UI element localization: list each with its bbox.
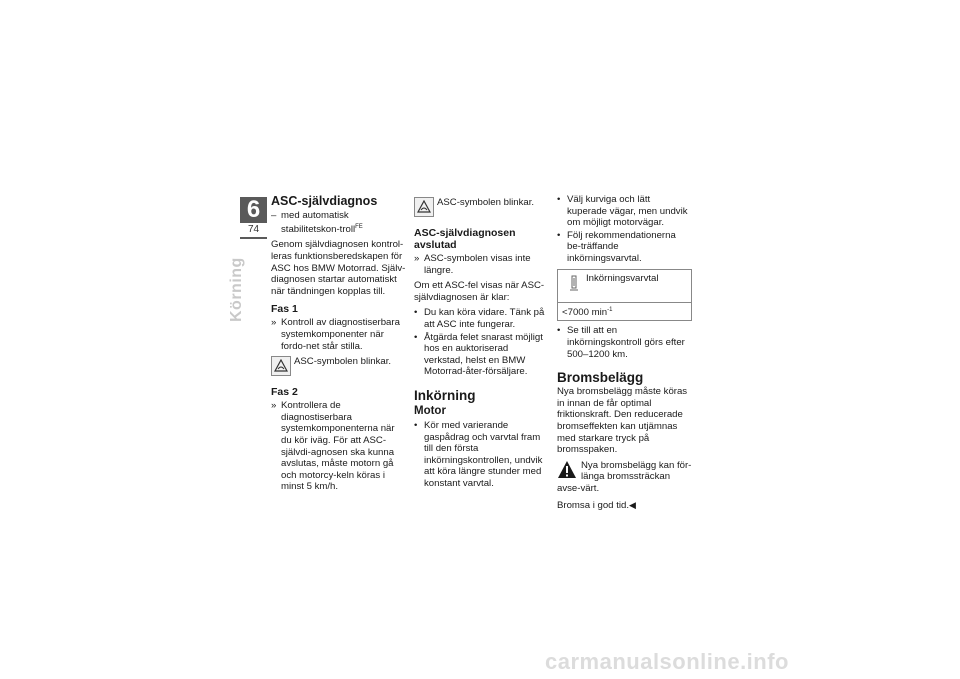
column-3: [557, 194, 692, 516]
fault-bullet-text: Du kan köra vidare. Tänk på att ASC inte fungerar.: [424, 307, 545, 330]
brake-warning: [557, 460, 692, 495]
fas2-list: [271, 400, 406, 493]
fas1-note: [271, 356, 406, 380]
fault-list: [414, 307, 549, 378]
asc-warning-icon: [271, 356, 291, 376]
asc-warning-icon: [414, 197, 434, 217]
rpm-table: [557, 269, 692, 322]
list-item: [271, 210, 406, 235]
heading-diagnosis-done: ASC-självdiagnosen avslutad: [414, 227, 516, 251]
dash-list: [271, 210, 406, 235]
col2-note-text: ASC-symbolen blinkar.: [437, 197, 535, 208]
brake-paragraph: Nya bromsbelägg måste köras in innan de får optimal friktionskraft. Den reducerade bromseffekten kan utjämnas med starkare tryck på bromsspaken.: [557, 386, 688, 456]
page-number: 74: [240, 223, 267, 237]
column-2: [414, 194, 549, 494]
list-item: [271, 400, 406, 493]
list-item: [557, 325, 692, 360]
arrow-marker: »: [414, 253, 420, 264]
bullet-marker: •: [557, 229, 561, 241]
bullet-marker: •: [414, 331, 418, 343]
road-bullet-text: Följ rekommendationerna be-träffande inkörningsvarvtal.: [567, 229, 676, 264]
warning-triangle-icon: [557, 460, 577, 480]
bullet-marker: •: [557, 194, 561, 205]
chapter-side-label: Körning: [228, 257, 245, 322]
motor-bullet-text: Kör med varierande gaspådrag och varvtal fram till den första inkörningskontrollen, undvik att köra längre stunder med konstant varvtal.: [424, 419, 543, 489]
heading-asc-diagnosis: ASC-självdiagnos: [271, 194, 378, 208]
heading-inkorning: Inkörning: [414, 387, 476, 403]
bullet-marker: •: [414, 307, 418, 319]
fas1-item-text: Kontroll av diagnostiserbara systemkomponenter när fordo-net står stilla.: [281, 317, 400, 352]
closing-line: [557, 500, 692, 512]
fas2-item-text: Kontrollera de diagnostiserbara systemkomponenterna när du kör iväg. För att ASC-självdi-agnosen ska kunna avslutas, måste motorn gå och motorcy-keln köras i minst 5 km/h.: [281, 400, 395, 493]
column-1: [271, 194, 406, 497]
motor-list: [414, 420, 549, 490]
intro-paragraph: Genom självdiagnosen kontrol-leras funktionsberedskapen för ASC hos BMW Motorrad. Själv-diagnosen startar automatiskt när tändningen kopplas till.: [271, 239, 406, 297]
list-item: [414, 253, 549, 276]
road-bullet-text: Välj kurviga och lätt kuperade vägar, men undvik om möjligt motorvägar.: [567, 194, 688, 229]
col2-note: [414, 197, 549, 221]
watermark: carmanualsonline.info: [545, 649, 789, 674]
rpm-unit-superscript: -1: [607, 306, 613, 313]
arrow-marker: »: [271, 317, 277, 329]
rpm-table-value: <7000 min: [562, 306, 608, 318]
end-mark-icon: ◀: [629, 500, 636, 511]
list-item: [414, 420, 549, 490]
list-item: [557, 230, 692, 265]
end-list: [414, 253, 549, 276]
dash-item-text: med automatisk stabilitetskon-troll: [281, 210, 356, 235]
rpm-table-value-row: [558, 303, 691, 321]
end-item-text: ASC-symbolen visas inte längre.: [424, 253, 531, 276]
road-list: [557, 194, 692, 265]
heading-fas2: Fas 2: [271, 386, 298, 399]
list-item: [271, 317, 406, 352]
fas1-list: [271, 317, 406, 352]
dash-marker: –: [271, 210, 277, 221]
heading-fas1: Fas 1: [271, 303, 298, 316]
list-item: [414, 332, 549, 378]
brake-warning-text: Nya bromsbelägg kan för-länga bromssträckan avse-värt.: [557, 459, 692, 494]
bullet-marker: •: [414, 419, 418, 431]
rpm-table-label: Inkörningsvarvtal: [586, 272, 659, 284]
rpm-table-header: [558, 270, 691, 303]
closing-text: Bromsa i god tid.: [557, 500, 629, 512]
chapter-tab: [240, 197, 267, 239]
arrow-marker: »: [271, 400, 277, 412]
fe-superscript: FE: [355, 223, 363, 230]
inspection-bullet-text: Se till att en inkörningskontroll görs efter 500–1200 km.: [567, 325, 685, 360]
tachometer-icon: [567, 274, 581, 296]
chapter-number: 6: [246, 196, 261, 223]
fault-bullet-text: Åtgärda felet snarast möjligt hos en auktoriserad verkstad, helst en BMW Motorrad-åter-försäljare.: [424, 331, 543, 378]
bullet-marker: •: [557, 325, 561, 337]
fault-intro: Om ett ASC-fel visas när ASC-självdiagnosen är klar:: [414, 280, 545, 303]
list-item: [414, 307, 549, 330]
inspection-list: [557, 325, 692, 360]
heading-motor: Motor: [414, 404, 446, 417]
fas1-note-text: ASC-symbolen blinkar.: [294, 356, 392, 368]
heading-brake-pads: Bromsbelägg: [557, 370, 644, 386]
list-item: [557, 194, 692, 229]
